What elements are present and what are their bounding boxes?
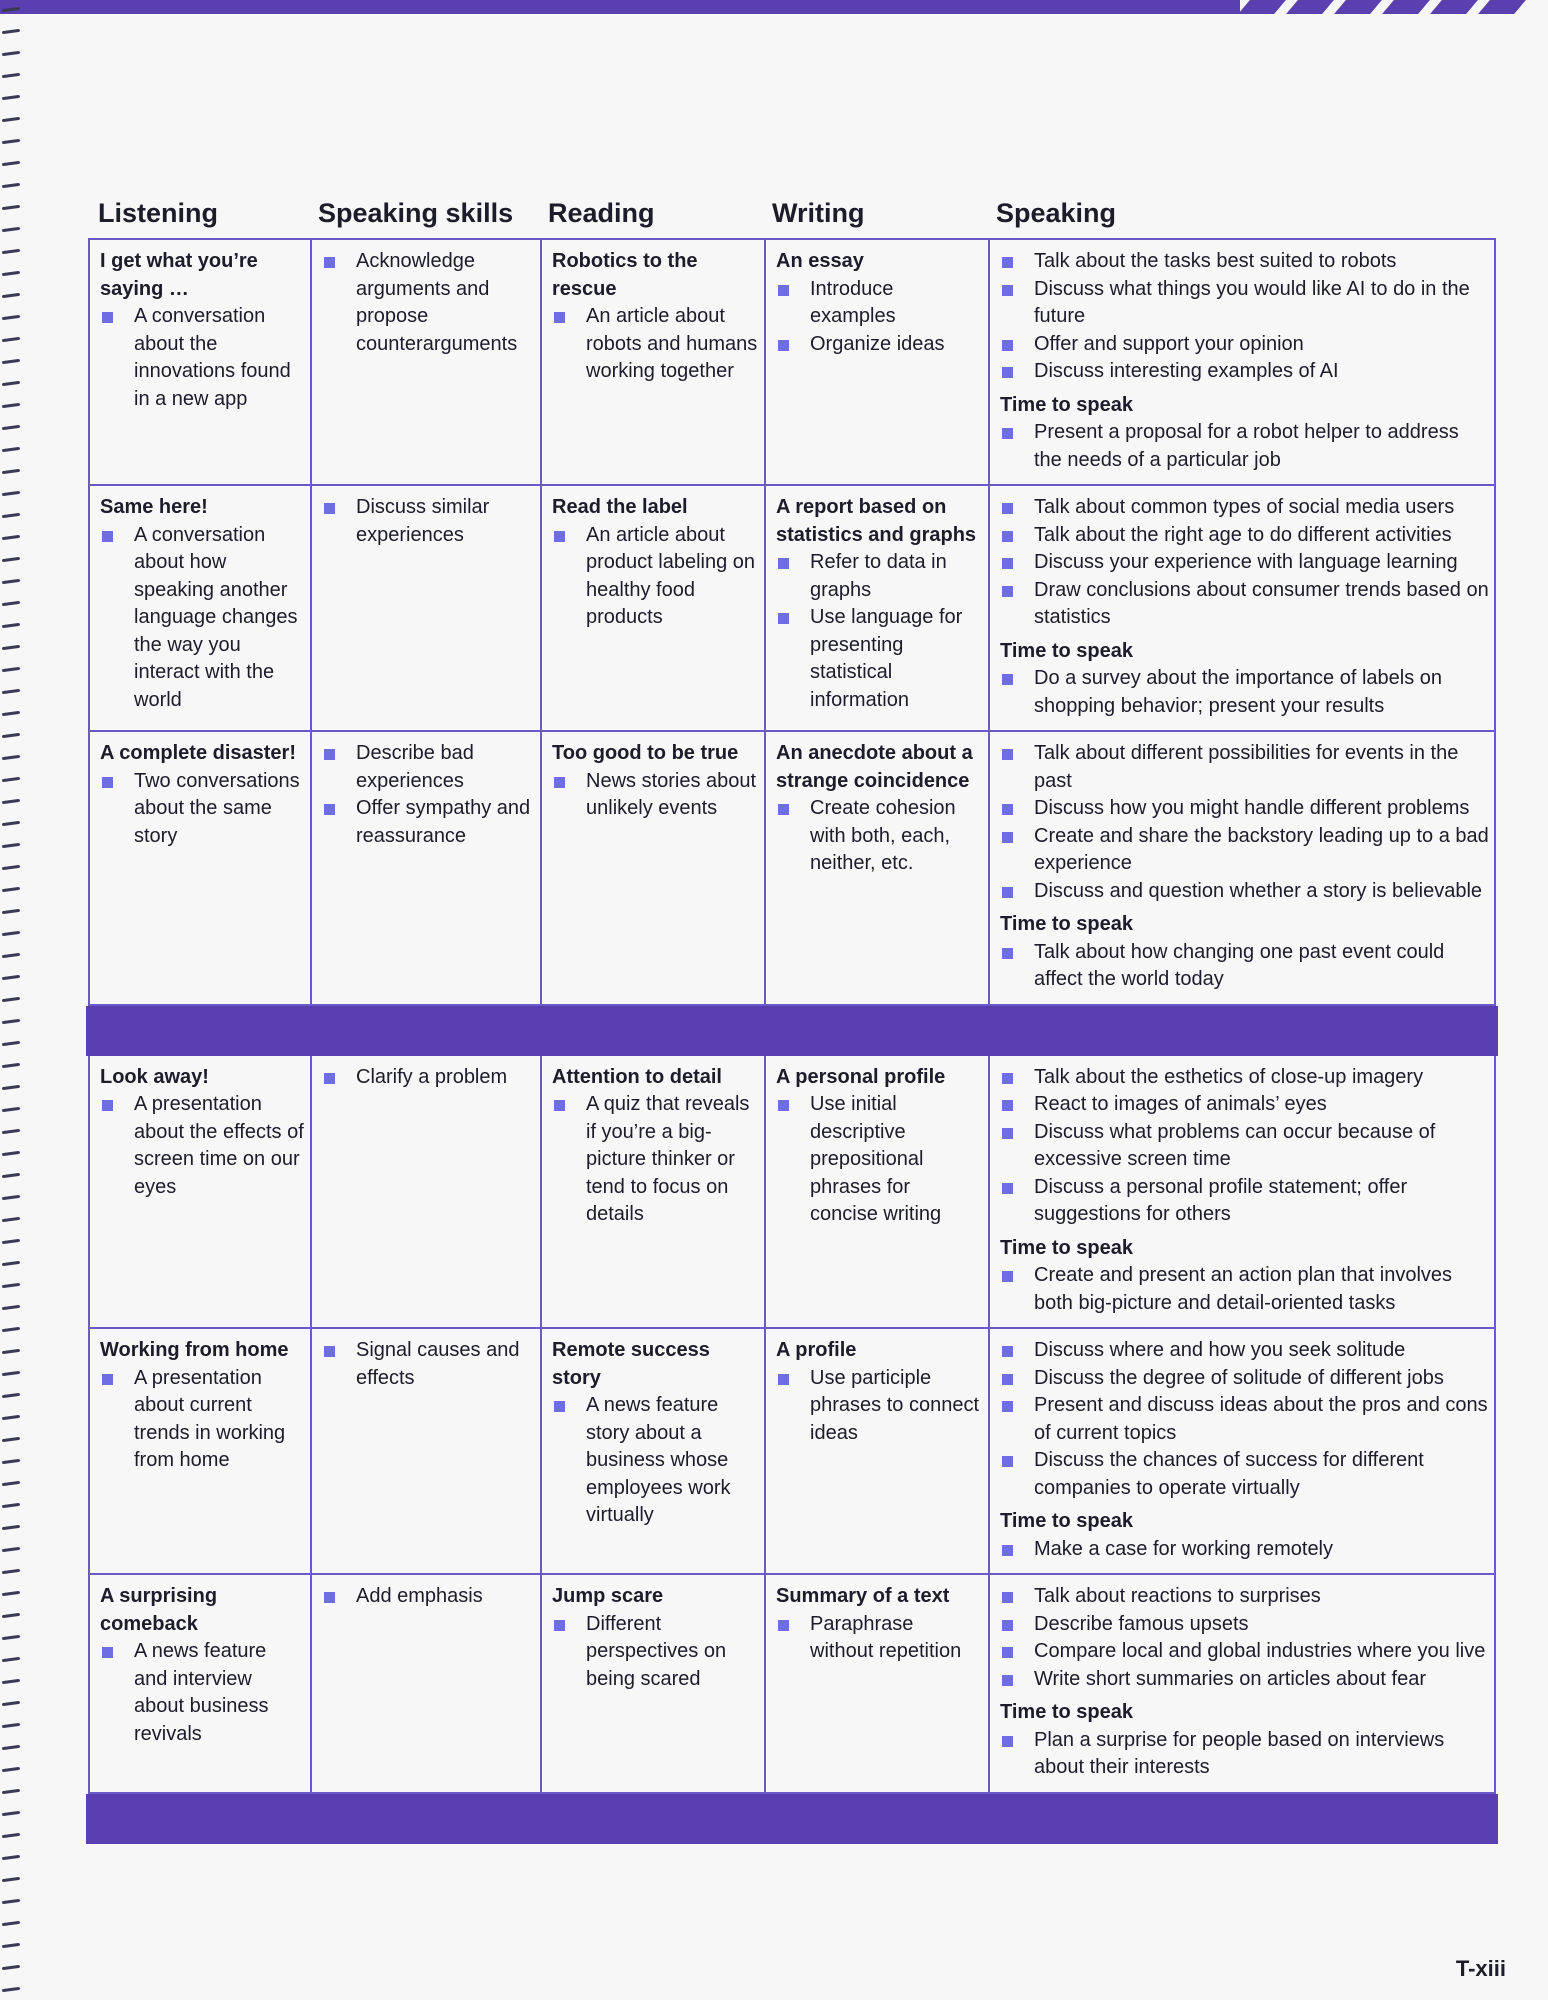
lesson-title: Summary of a text <box>776 1585 950 1607</box>
lesson-title: A personal profile <box>776 1065 946 1088</box>
bullet-item: Different perspectives on being scared <box>552 1611 758 1694</box>
cell-speaking <box>988 732 1498 1004</box>
stripe-shape <box>1478 0 1526 14</box>
spiral-ring <box>2 227 20 232</box>
lesson-title: An essay <box>776 250 864 272</box>
lesson-title: Read the label <box>552 496 688 518</box>
lesson-title: Working from home <box>100 1339 289 1361</box>
bullet-item: Use initial descriptive prepositional phrases for concise writing <box>776 1091 982 1229</box>
bullet-item: Create cohesion with both, each, neither, etc. <box>776 795 982 878</box>
spiral-ring <box>2 931 20 936</box>
lesson-row <box>90 240 1494 484</box>
spiral-ring <box>2 403 20 408</box>
spiral-ring <box>2 73 20 78</box>
spiral-ring <box>2 557 20 562</box>
cell-reading <box>540 1329 764 1573</box>
bullet-item: Offer and support your opinion <box>1000 331 1492 359</box>
cell-reading <box>540 1056 764 1328</box>
stripe-shape <box>1382 0 1430 14</box>
spiral-ring <box>2 887 20 892</box>
bullet-item: Make a case for working remotely <box>1000 1536 1492 1564</box>
spiral-ring <box>2 975 20 980</box>
spiral-ring <box>2 601 20 606</box>
spiral-ring <box>2 1877 20 1882</box>
spiral-ring <box>2 1173 20 1178</box>
cell-listening <box>90 240 310 484</box>
cell-speaking <box>988 486 1498 730</box>
bullet-item: Discuss where and how you seek solitude <box>1000 1337 1492 1365</box>
cell-reading <box>540 240 764 484</box>
header-reading: Reading <box>548 198 655 228</box>
bullet-item: Talk about the esthetics of close-up imagery <box>1000 1064 1492 1092</box>
cell-listening <box>90 732 310 1004</box>
spiral-ring <box>2 1327 20 1332</box>
bullet-item: Use participle phrases to connect ideas <box>776 1365 982 1448</box>
spiral-ring <box>2 1833 20 1838</box>
header-speaking-skills: Speaking skills <box>318 198 514 228</box>
bullet-item: Plan a surprise for people based on interviews about their interests <box>1000 1727 1492 1782</box>
bullet-item: Compare local and global industries where you live <box>1000 1638 1492 1666</box>
spiral-ring <box>2 1855 20 1860</box>
spiral-ring <box>2 1481 20 1486</box>
bullet-item: Acknowledge arguments and propose counterarguments <box>322 248 534 358</box>
spiral-ring <box>2 667 20 672</box>
scope-sequence-table <box>88 180 1496 1844</box>
bullet-item: Offer sympathy and reassurance <box>322 795 534 850</box>
bullet-item: A presentation about current trends in working from home <box>100 1365 304 1475</box>
bullet-item: Discuss what things you would like AI to do in the future <box>1000 276 1492 331</box>
bullet-item: Two conversations about the same story <box>100 768 304 851</box>
bullet-item: Use language for presenting statistical information <box>776 604 982 714</box>
bullet-item: React to images of animals’ eyes <box>1000 1091 1492 1119</box>
spiral-ring <box>2 821 20 826</box>
spiral-ring <box>2 315 20 320</box>
spiral-ring <box>2 1063 20 1068</box>
lesson-title: I get what you’re saying … <box>100 250 258 300</box>
spiral-ring <box>2 1239 20 1244</box>
bullet-item: News stories about unlikely events <box>552 768 758 823</box>
time-to-speak-heading: Time to speak <box>1000 639 1134 662</box>
bullet-item: Discuss how you might handle different problems <box>1000 795 1492 823</box>
lesson-title: An anecdote about a strange coincidence <box>776 742 973 792</box>
bullet-item: Discuss interesting examples of AI <box>1000 358 1492 386</box>
lesson-title: Same here! <box>100 496 208 518</box>
lesson-title: Too good to be true <box>552 742 739 764</box>
lesson-row <box>90 1327 1494 1573</box>
lesson-row <box>90 1573 1494 1792</box>
bullet-item: Signal causes and effects <box>322 1337 534 1392</box>
time-to-speak-heading: Time to speak <box>1000 1236 1134 1259</box>
spiral-ring <box>2 1107 20 1112</box>
bullet-item: Add emphasis <box>322 1583 534 1611</box>
spiral-ring <box>2 1811 20 1816</box>
cell-writing <box>764 1575 988 1792</box>
spiral-ring <box>2 777 20 782</box>
bullet-item: A quiz that reveals if you’re a big-picture thinker or tend to focus on details <box>552 1091 758 1229</box>
spiral-ring <box>2 1723 20 1728</box>
bullet-item: A news feature and interview about business revivals <box>100 1638 304 1748</box>
column-headers <box>88 180 1496 238</box>
spiral-ring <box>2 579 20 584</box>
spiral-ring <box>2 1261 20 1266</box>
spiral-ring <box>2 1195 20 1200</box>
spiral-ring <box>2 689 20 694</box>
spiral-ring <box>2 337 20 342</box>
bullet-item: A presentation about the effects of screen time on our eyes <box>100 1091 304 1201</box>
unit-block <box>88 1056 1496 1794</box>
spiral-ring <box>2 1789 20 1794</box>
spiral-ring <box>2 161 20 166</box>
spiral-ring <box>2 755 20 760</box>
spiral-ring <box>2 1305 20 1310</box>
time-to-speak-heading: Time to speak <box>1000 913 1134 935</box>
spiral-ring <box>2 535 20 540</box>
spiral-ring <box>2 1151 20 1156</box>
bullet-item: An article about product labeling on healthy food products <box>552 522 758 632</box>
cell-reading <box>540 1575 764 1792</box>
lesson-row <box>90 730 1494 1004</box>
spiral-ring <box>2 645 20 650</box>
spiral-ring <box>2 1613 20 1618</box>
stripe-shape <box>1430 0 1478 14</box>
spiral-ring <box>2 1129 20 1134</box>
spiral-ring <box>2 205 20 210</box>
bullet-item: Clarify a problem <box>322 1064 534 1092</box>
spiral-ring <box>2 1283 20 1288</box>
spiral-ring <box>2 293 20 298</box>
cell-speaking <box>988 1056 1498 1328</box>
header-writing: Writing <box>772 198 865 228</box>
lesson-row <box>90 484 1494 730</box>
spiral-ring <box>2 1525 20 1530</box>
cell-writing <box>764 240 988 484</box>
bullet-item: Talk about different possibilities for events in the past <box>1000 740 1492 795</box>
bullet-item: Discuss your experience with language learning <box>1000 549 1492 577</box>
cell-speaking-skills <box>310 1329 540 1573</box>
spiral-ring <box>2 1371 20 1376</box>
cell-reading <box>540 486 764 730</box>
lesson-title: Attention to detail <box>552 1065 722 1088</box>
spiral-ring <box>2 139 20 144</box>
bullet-item: Do a survey about the importance of labels on shopping behavior; present your results <box>1000 665 1492 720</box>
cell-writing <box>764 1329 988 1573</box>
bullet-item: A conversation about the innovations found in a new app <box>100 303 304 413</box>
spiral-ring <box>2 271 20 276</box>
spiral-ring <box>2 183 20 188</box>
stripe-shape <box>1240 0 1286 14</box>
spiral-ring <box>2 1547 20 1552</box>
spiral-ring <box>2 1569 20 1574</box>
bullet-item: Introduce examples <box>776 276 982 331</box>
bullet-item: Talk about common types of social media users <box>1000 494 1492 522</box>
cell-listening <box>90 1056 310 1328</box>
spiral-ring <box>2 1657 20 1662</box>
bullet-item: Talk about the right age to do different activities <box>1000 522 1492 550</box>
spiral-ring <box>2 1349 20 1354</box>
cell-writing <box>764 732 988 1004</box>
cell-listening <box>90 1575 310 1792</box>
spiral-ring <box>2 733 20 738</box>
cell-speaking-skills <box>310 1575 540 1792</box>
cell-speaking-skills <box>310 240 540 484</box>
spiral-ring <box>2 1899 20 1904</box>
spiral-ring <box>2 953 20 958</box>
bullet-item: Organize ideas <box>776 331 982 359</box>
bullet-item: Present a proposal for a robot helper to address the needs of a particular job <box>1000 419 1492 474</box>
cell-speaking <box>988 1575 1498 1792</box>
bullet-item: Discuss the chances of success for different companies to operate virtually <box>1000 1447 1492 1502</box>
cell-writing <box>764 486 988 730</box>
bullet-item: Refer to data in graphs <box>776 549 982 604</box>
spiral-ring <box>2 1965 20 1970</box>
spiral-ring <box>2 1019 20 1024</box>
lesson-title: A complete disaster! <box>100 742 296 764</box>
bullet-item: Discuss similar experiences <box>322 494 534 549</box>
bullet-item: Present and discuss ideas about the pros and cons of current topics <box>1000 1392 1492 1447</box>
cell-listening <box>90 486 310 730</box>
bullet-item: Describe famous upsets <box>1000 1611 1492 1639</box>
time-to-speak-heading: Time to speak <box>1000 1510 1134 1532</box>
lesson-row <box>90 1056 1494 1328</box>
spiral-ring <box>2 1635 20 1640</box>
spiral-ring <box>2 1085 20 1090</box>
spiral-ring <box>2 623 20 628</box>
bullet-item: A news feature story about a business whose employees work virtually <box>552 1392 758 1530</box>
spiral-ring <box>2 1679 20 1684</box>
spiral-ring <box>2 1217 20 1222</box>
bullet-item: Discuss and question whether a story is believable <box>1000 878 1492 906</box>
spiral-ring <box>2 711 20 716</box>
lesson-title: A report based on statistics and graphs <box>776 496 977 546</box>
spiral-ring <box>2 843 20 848</box>
spiral-ring <box>2 513 20 518</box>
spiral-ring <box>2 1987 20 1992</box>
time-to-speak-heading: Time to speak <box>1000 1701 1134 1723</box>
spiral-ring <box>2 381 20 386</box>
bullet-item: Describe bad experiences <box>322 740 534 795</box>
spiral-ring <box>2 425 20 430</box>
spiral-ring <box>2 865 20 870</box>
bullet-item: Discuss the degree of solitude of different jobs <box>1000 1365 1492 1393</box>
lesson-title: A surprising comeback <box>100 1585 218 1635</box>
spiral-ring <box>2 1591 20 1596</box>
spiral-ring <box>2 909 20 914</box>
cell-speaking-skills <box>310 1056 540 1328</box>
spiral-ring <box>2 1437 20 1442</box>
bullet-item: Talk about how changing one past event could affect the world today <box>1000 939 1492 994</box>
header-speaking: Speaking <box>996 198 1117 228</box>
lesson-title: Robotics to the rescue <box>552 250 698 300</box>
bullet-item: Create and share the backstory leading up to a bad experience <box>1000 823 1492 878</box>
spiral-ring <box>2 447 20 452</box>
cell-speaking <box>988 1329 1498 1573</box>
bullet-item: An article about robots and humans working together <box>552 303 758 386</box>
page-number: T-xiii <box>1455 1956 1506 1981</box>
spiral-ring <box>2 1921 20 1926</box>
spiral-ring <box>2 1745 20 1750</box>
spiral-binding <box>0 0 24 2000</box>
bullet-item: A conversation about how speaking another language changes the way you interact with the world <box>100 522 304 715</box>
cell-speaking-skills <box>310 486 540 730</box>
lesson-title: A profile <box>776 1339 857 1361</box>
lesson-title: Jump scare <box>552 1585 664 1607</box>
spiral-ring <box>2 1041 20 1046</box>
cell-speaking <box>988 240 1498 484</box>
top-color-bar <box>0 0 1240 14</box>
unit-divider-band <box>86 1006 1498 1056</box>
spiral-ring <box>2 51 20 56</box>
bullet-item: Draw conclusions about consumer trends based on statistics <box>1000 577 1492 632</box>
bullet-item: Discuss what problems can occur because of excessive screen time <box>1000 1119 1492 1174</box>
spiral-ring <box>2 1503 20 1508</box>
lesson-title: Remote success story <box>552 1339 710 1389</box>
spiral-ring <box>2 7 20 12</box>
spiral-ring <box>2 1415 20 1420</box>
spiral-ring <box>2 1393 20 1398</box>
spiral-ring <box>2 1767 20 1772</box>
spiral-ring <box>2 1459 20 1464</box>
spiral-ring <box>2 1943 20 1948</box>
top-stripes-decoration <box>1240 0 1548 14</box>
unit-divider-band <box>86 1794 1498 1844</box>
bullet-item: Paraphrase without repetition <box>776 1611 982 1666</box>
spiral-ring <box>2 491 20 496</box>
stripe-shape <box>1286 0 1334 14</box>
spiral-ring <box>2 249 20 254</box>
lesson-title: Look away! <box>100 1065 209 1088</box>
spiral-ring <box>2 95 20 100</box>
cell-writing <box>764 1056 988 1328</box>
bullet-item: Write short summaries on articles about fear <box>1000 1666 1492 1694</box>
cell-reading <box>540 732 764 1004</box>
bullet-item: Talk about reactions to surprises <box>1000 1583 1492 1611</box>
spiral-ring <box>2 359 20 364</box>
spiral-ring <box>2 997 20 1002</box>
cell-listening <box>90 1329 310 1573</box>
time-to-speak-heading: Time to speak <box>1000 393 1134 416</box>
stripe-shape <box>1334 0 1382 14</box>
bullet-item: Create and present an action plan that involves both big-picture and detail-oriented tasks <box>1000 1262 1492 1317</box>
spiral-ring <box>2 469 20 474</box>
unit-block <box>88 238 1496 1006</box>
spiral-ring <box>2 1701 20 1706</box>
spiral-ring <box>2 117 20 122</box>
bullet-item: Talk about the tasks best suited to robots <box>1000 248 1492 276</box>
bullet-item: Discuss a personal profile statement; offer suggestions for others <box>1000 1174 1492 1229</box>
header-listening: Listening <box>98 198 218 228</box>
cell-speaking-skills <box>310 732 540 1004</box>
spiral-ring <box>2 799 20 804</box>
spiral-ring <box>2 29 20 34</box>
